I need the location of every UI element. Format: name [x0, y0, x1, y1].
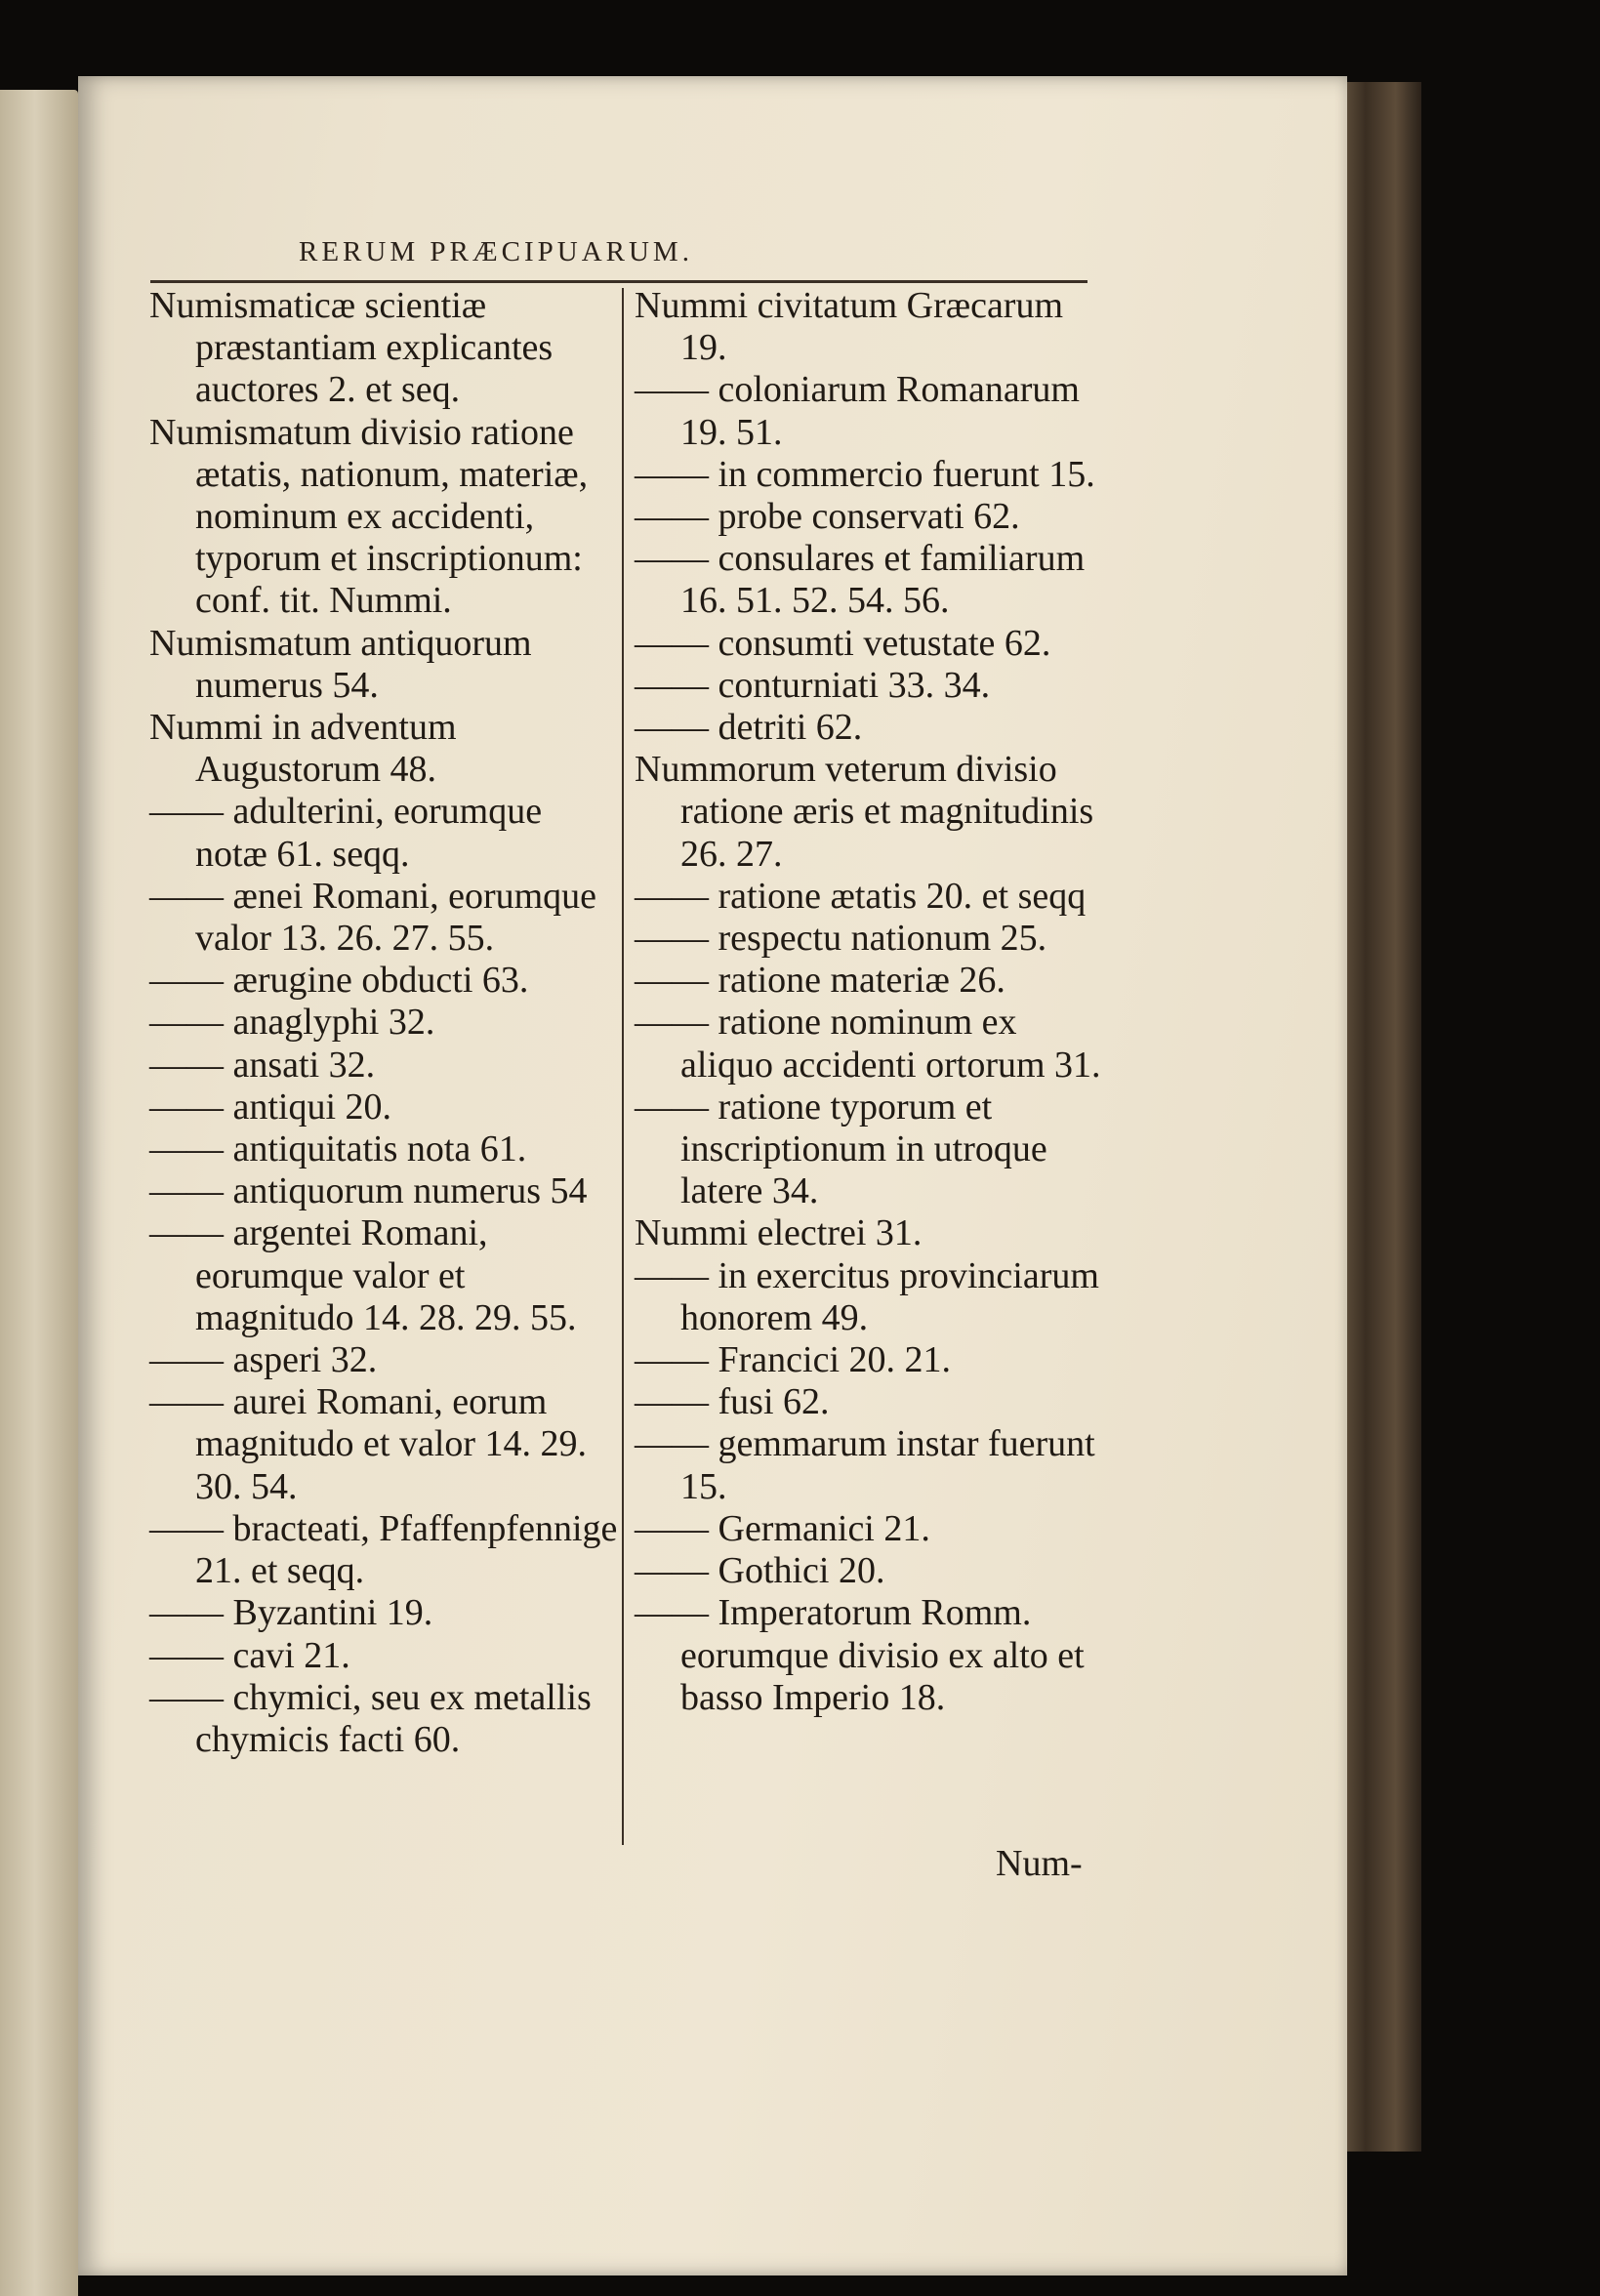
index-subentry: —— detriti 62.	[635, 707, 863, 749]
index-subentry: —— Germanici 21.	[635, 1507, 930, 1549]
index-subentry: —— Gothici 20.	[635, 1550, 885, 1592]
index-subentry: —— antiqui 20.	[149, 1086, 392, 1128]
index-subentry: —— ratione materiæ 26.	[635, 960, 1005, 1002]
index-entry: Nummi civitatum Græcarum 19.	[635, 285, 1064, 369]
index-subentry: —— Francici 20. 21.	[635, 1339, 952, 1381]
index-subentry: —— ansati 32.	[149, 1044, 376, 1086]
index-subentry: —— argentei Romani, eorumque valor et magnitudo 14. 28. 29. 55.	[149, 1212, 577, 1338]
index-entry: Numismatum antiquorum numerus 54.	[149, 622, 532, 706]
index-subentry: —— aurei Romani, eorum magnitudo et valor 14. 29. 30. 54.	[149, 1381, 588, 1507]
index-subentry: —— in exercitus provinciarum honorem 49.	[635, 1254, 1099, 1338]
index-subentry: —— conturniati 33. 34.	[635, 664, 991, 706]
index-subentry: —— gemmarum instar fuerunt 15.	[635, 1423, 1095, 1507]
index-subentry: —— anaglyphi 32.	[149, 1002, 435, 1044]
index-subentry: —— ærugine obducti 63.	[149, 960, 529, 1002]
index-subentry: —— consulares et familiarum 16. 51. 52. 54. 56.	[635, 538, 1086, 622]
index-entry: Nummi in adventum Augustorum 48.	[149, 707, 457, 791]
index-subentry: —— consumti vetustate 62.	[635, 622, 1051, 664]
index-entry: Nummi electrei 31.	[635, 1212, 923, 1254]
index-subentry: —— probe conservati 62.	[635, 496, 1020, 538]
index-entry: Numismaticæ scientiæ præstantiam explicantes auctores 2. et seq.	[149, 285, 554, 411]
index-subentry: —— asperi 32.	[149, 1339, 378, 1381]
index-subentry: —— æneі Romani, eorumque valor 13. 26. 27. 55.	[149, 875, 597, 960]
index-subentry: —— Byzantini 19.	[149, 1592, 433, 1634]
previous-page-edge	[0, 90, 78, 2296]
index-subentry: —— antiquitatis nota 61.	[149, 1128, 527, 1170]
index-subentry: —— adulterini, eorumque notæ 61. seqq.	[149, 791, 543, 875]
index-subentry: —— bracteati, Pfaffenpfennige 21. et seqq.	[149, 1507, 618, 1592]
index-subentry: —— ratione typorum et inscriptionum in utroque latere 34.	[635, 1086, 1047, 1212]
header-rule	[150, 280, 1087, 283]
index-subentry: —— ratione nominum ex aliquo accidenti ortorum 31.	[635, 1002, 1101, 1086]
index-entry: Numismatum divisio ratione ætatis, nationum, materiæ, nominum ex accidenti, typorum et inscriptionum: conf. tit. Nummi.	[149, 411, 589, 622]
index-subentry: —— ratione ætatis 20. et seqq	[635, 875, 1087, 917]
index-subentry: —— in commercio fuerunt 15.	[635, 453, 1095, 495]
index-subentry: —— chymici, seu ex metallis chymicis facti 60.	[149, 1676, 592, 1760]
index-subentry: —— cavi 21.	[149, 1634, 350, 1676]
column-divider	[622, 288, 624, 1845]
index-subentry: —— Imperatorum Romm. eorumque divisio ex alto et basso Imperio 18.	[635, 1592, 1085, 1718]
index-subentry: —— fusi 62.	[635, 1381, 830, 1423]
catchword: Num-	[996, 1843, 1083, 1884]
running-head: RERUM PRÆCIPUARUM.	[299, 236, 693, 267]
index-column-left	[149, 285, 622, 1761]
book-binding-edge	[1335, 82, 1421, 2152]
index-subentry: —— antiquorum numerus 54	[149, 1170, 588, 1212]
index-entry: Nummorum veterum divisio ratione æris et magnitudinis 26. 27.	[635, 749, 1094, 875]
index-subentry: —— coloniarum Romanarum 19. 51.	[635, 369, 1080, 453]
index-column-right	[635, 285, 1103, 1719]
index-subentry: —— respectu nationum 25.	[635, 918, 1047, 960]
